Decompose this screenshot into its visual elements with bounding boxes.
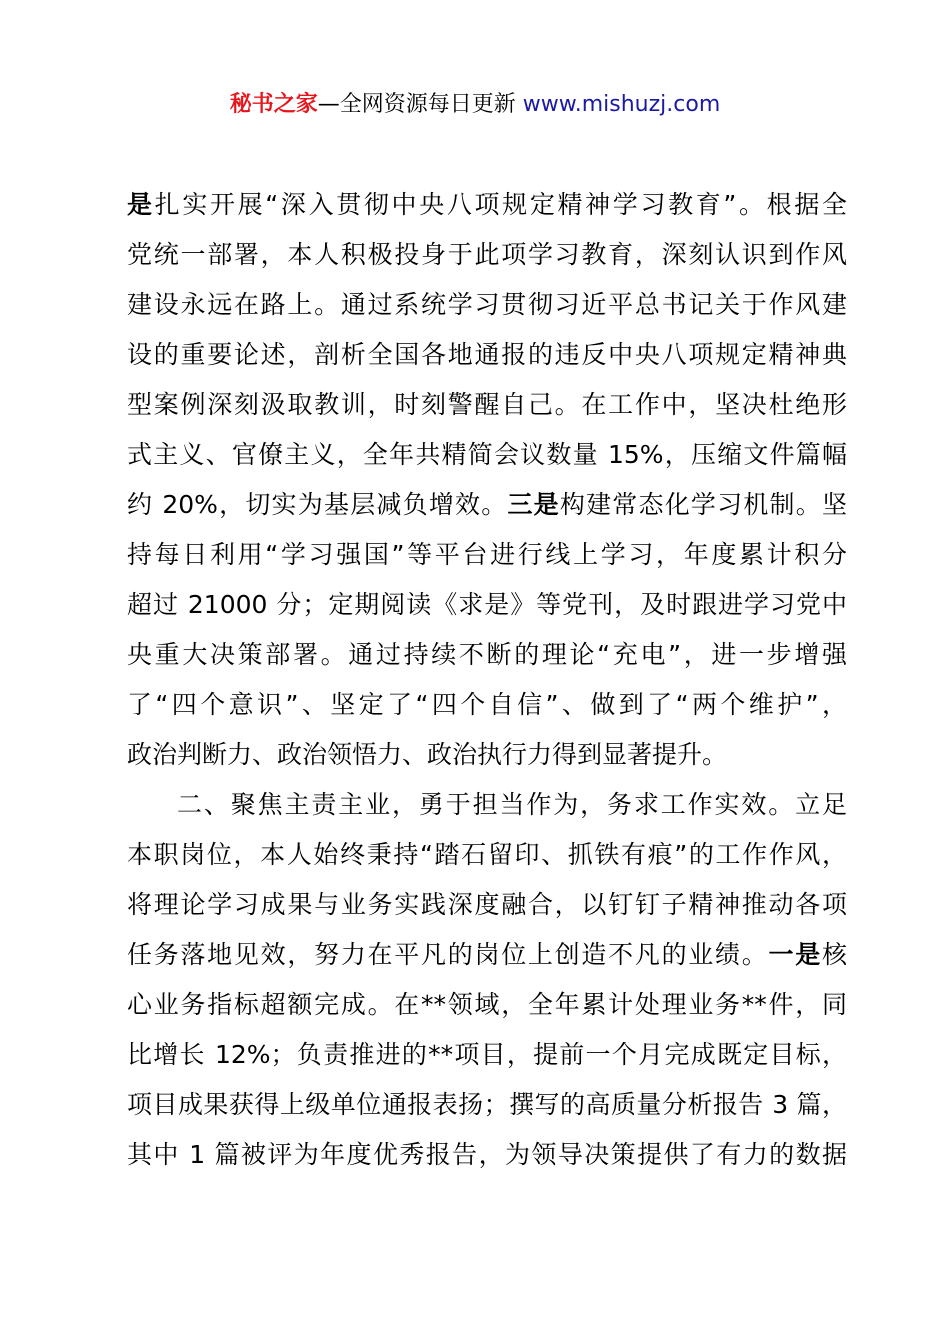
text-line: 了“四个意识”、坚定了“四个自信”、做到了“两个维护”， <box>127 690 847 719</box>
text-line: 设的重要论述，剖析全国各地通报的违反中央八项规定精神典 <box>127 340 847 369</box>
text-line: 建设永远在路上。通过系统学习贯彻习近平总书记关于作风建 <box>127 290 847 319</box>
text-line: 本职岗位，本人始终秉持“踏石留印、抓铁有痕”的工作作风， <box>127 840 847 869</box>
text-line: 政治判断力、政治领悟力、政治执行力得到显著提升。 <box>127 740 728 769</box>
text-line: 型案例深刻汲取教训，时刻警醒自己。在工作中，坚决杜绝形 <box>127 390 847 419</box>
text-line: 式主义、官僚主义，全年共精简会议数量 15%，压缩文件篇幅 <box>127 440 847 469</box>
text-line: 二、聚焦主责主业，勇于担当作为，务求工作实效。立足 <box>177 790 847 819</box>
text-line: 约 20%，切实为基层减负增效。三是构建常态化学习机制。坚 <box>127 490 847 519</box>
text-line: 央重大决策部署。通过持续不断的理论“充电”，进一步增强 <box>127 640 847 669</box>
text-line: 任务落地见效，努力在平凡的岗位上创造不凡的业绩。一是核 <box>127 940 847 969</box>
site-url-link[interactable]: www.mishuzj.com <box>522 92 721 117</box>
text-line: 其中 1 篇被评为年度优秀报告，为领导决策提供了有力的数据 <box>127 1140 847 1169</box>
text-line: 持每日利用“学习强国”等平台进行线上学习，年度累计积分 <box>127 540 847 569</box>
text-line: 心业务指标超额完成。在**领域，全年累计处理业务**件，同 <box>127 990 847 1019</box>
text-line: 党统一部署，本人积极投身于此项学习教育，深刻认识到作风 <box>127 240 847 269</box>
brand-name: 秘书之家 <box>229 92 318 117</box>
paragraph-2 <box>127 780 847 1180</box>
text-line: 超过 21000 分；定期阅读《求是》等党刊，及时跟进学习党中 <box>127 590 847 619</box>
paragraph-1 <box>127 180 847 780</box>
bold-lead: 是 <box>127 190 155 219</box>
document-body <box>127 180 847 1180</box>
page-header <box>0 88 950 122</box>
bold-lead: 三是 <box>507 490 560 519</box>
text-line: 将理论学习成果与业务实践深度融合，以钉钉子精神推动各项 <box>127 890 847 919</box>
text-line: 项目成果获得上级单位通报表扬；撰写的高质量分析报告 3 篇， <box>127 1090 847 1119</box>
bold-lead: 一是 <box>768 940 822 969</box>
text-line: 是扎实开展“深入贯彻中央八项规定精神学习教育”。根据全 <box>127 190 847 219</box>
header-tagline: —全网资源每日更新 <box>317 92 523 117</box>
text-line: 比增长 12%；负责推进的**项目，提前一个月完成既定目标， <box>127 1040 847 1069</box>
